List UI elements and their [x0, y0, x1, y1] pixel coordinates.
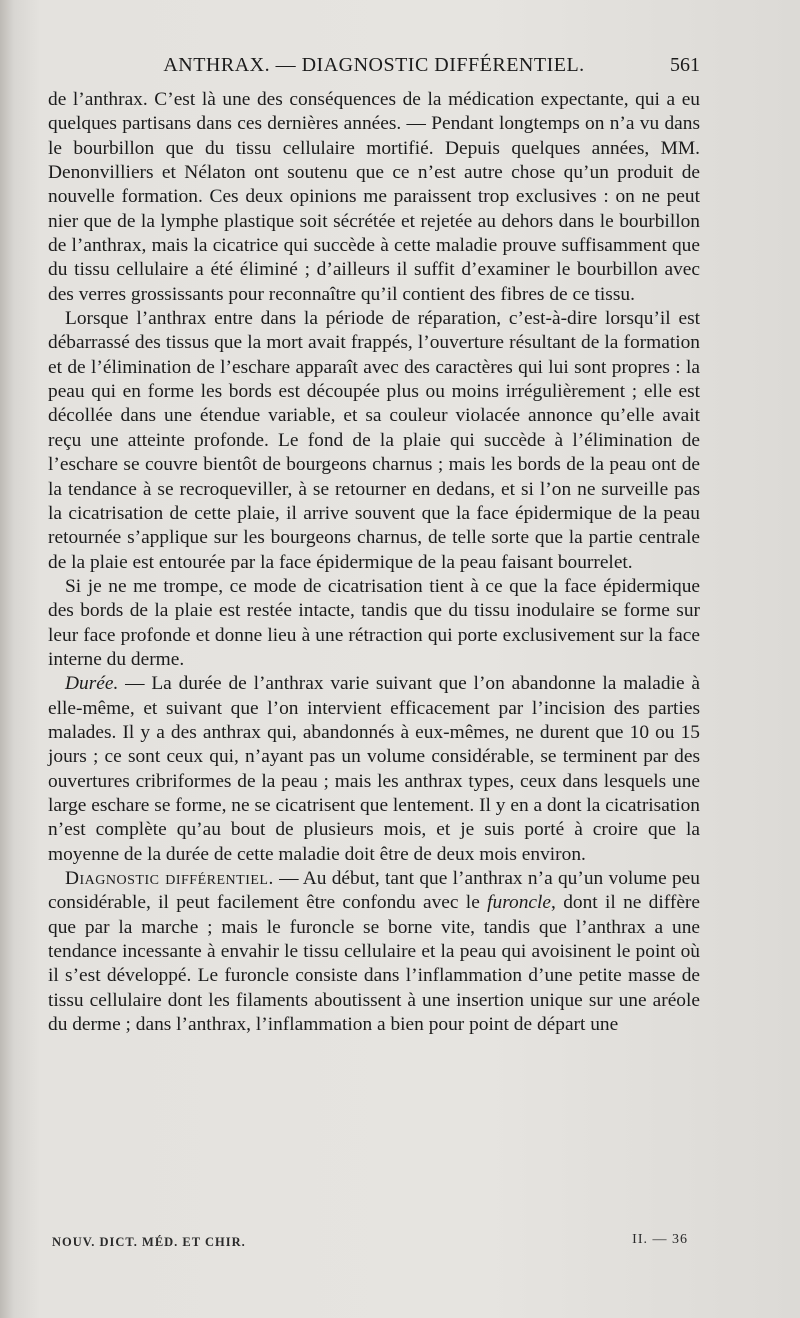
- running-head: ANTHRAX. — DIAGNOSTIC DIFFÉRENTIEL.: [163, 54, 585, 76]
- term-furoncle: furoncle: [487, 892, 552, 914]
- paragraph-diagnostic-text-a: — Au début, tant que l’anthrax n’a qu’un volume peu considérable, il peut facilement être confondu avec le: [48, 868, 700, 914]
- paragraph-duree: [48, 672, 700, 867]
- paragraph-diagnostic: [48, 867, 700, 1037]
- paragraph-continuation: de l’anthrax. C’est là une des conséquences de la médication expectante, qui a eu quelques partisans dans ces dernières années. — Pendant longtemps on n’a vu dans le bourbillon que du tissu cellulaire mortifié. Depuis quelques années, MM. Denonvilliers et Nélaton ont soutenu que ce n’est autre chose qu’un produit de nouvelle formation. Ces deux opinions me paraissent trop exclusives : on ne peut nier que de la lymphe plastique soit sécrétée et rejetée au dehors dans le bourbillon de l’anthrax, mais la cicatrice qui succède à cette maladie prouve suffisamment que du tissu cellulaire a été éliminé ; d’ailleurs il suffit d’examiner le bourbillon avec des verres grossissants pour reconnaître qu’il contient des fibres de ce tissu.: [48, 89, 700, 305]
- paragraph-reparation: Lorsque l’anthrax entre dans la période de réparation, c’est-à-dire lorsqu’il est débarrassé des tissus que la mort avait frappés, l’ouverture résultant de la formation et de l’élimination de l’eschare apparaît avec des caractères qui lui sont propres : la peau qui en forme les bords est découpée plus ou moins irrégulièrement ; elle est décollée dans une étendue variable, et sa couleur violacée annonce qu’elle avait reçu une atteinte profonde. Le fond de la plaie qui succède à l’élimination de l’eschare se couvre bientôt de bourgeons charnus ; mais les bords de la peau ont de la tendance à se recroqueviller, à se retourner en dedans, et si l’on ne surveille pas la cicatrisation de cette plaie, il arrive souvent que la face épidermique de la peau retournée s’applique sur les bourgeons charnus, de telle sorte que la partie centrale de la plaie est entourée par la face épidermique de la peau faisant bourrelet.: [48, 308, 700, 573]
- page-footer: [52, 1232, 688, 1252]
- body-text: [48, 88, 700, 1037]
- paragraph-cicatrisation: Si je ne me trompe, ce mode de cicatrisation tient à ce que la face épidermique des bords de la plaie est restée intacte, tandis que du tissu inodulaire se forme sur leur face profonde et donne lieu à une rétraction qui porte exclusivement sur la face interne du derme.: [48, 575, 700, 670]
- page-header: [48, 54, 700, 84]
- section-label-diagnostic: Diagnostic différentiel.: [65, 868, 274, 889]
- volume-signature: II. — 36: [632, 1232, 688, 1247]
- paragraph-diagnostic-text-b: , dont il ne diffère que par la marche ; mais le furoncle se borne vite, tandis que l’anthrax a une tendance incessante à envahir le tissu cellulaire et la peau qui avoisinent le point où il s’est développé. Le furoncle consiste dans l’inflammation d’une petite masse de tissu cellulaire dont les filaments aboutissent à une insertion unique sur une aréole du derme ; dans l’anthrax, l’inflammation a bien pour point de départ une: [48, 892, 700, 1036]
- page-number: 561: [670, 54, 700, 76]
- signature-mark: NOUV. DICT. MÉD. ET CHIR.: [52, 1235, 246, 1249]
- paragraph-duree-text: — La durée de l’anthrax varie suivant que l’on abandonne la maladie à elle-même, et suivant que l’on intervient efficacement par l’incision des parties malades. Il y a des anthrax qui, abandonnés à eux-mêmes, ne durent que 10 ou 15 jours ; ce sont ceux qui, n’ayant pas un volume considérable, se terminent par des ouvertures cribriformes de la peau ; mais les anthrax types, ceux dans lesquels une large eschare se forme, ne se cicatrisent que lentement. Il y en a dont la cicatrisation n’est complète qu’au bout de plusieurs mois, et je suis porté à croire que la moyenne de la durée de cette maladie doit être de deux mois environ.: [48, 673, 700, 865]
- section-label-duree: Durée.: [65, 673, 119, 695]
